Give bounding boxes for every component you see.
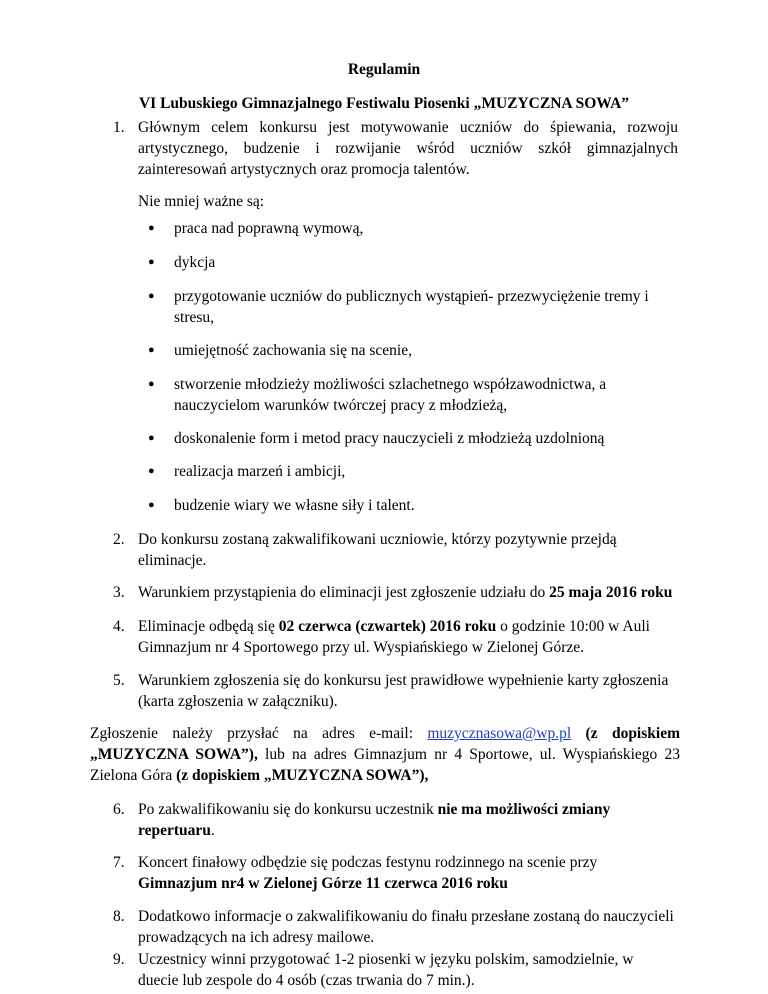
- bullet-item: realizacja marzeń i ambicji,: [174, 463, 346, 480]
- item-number: 1.: [113, 119, 125, 136]
- document-subtitle: VI Lubuskiego Gimnazjalnego Festiwalu Piosenki „MUZYCZNA SOWA”: [138, 95, 630, 112]
- item-number: 4.: [113, 618, 125, 635]
- item-number: 8.: [113, 908, 125, 925]
- item-number: 9.: [113, 951, 125, 968]
- item-text: Dodatkowo informacje o zakwalifikowaniu do finału przesłane zostaną do nauczycieli prowadzących na ich adresy mailowe.: [138, 908, 674, 946]
- bullet-icon: ●: [148, 256, 155, 268]
- email-link[interactable]: muzycznasowa@wp.pl: [427, 725, 572, 742]
- bullet-item: praca nad poprawną wymową,: [174, 220, 364, 237]
- item-number: 3.: [113, 584, 125, 601]
- item-text: Do konkursu zostaną zakwalifikowani uczniowie, którzy pozytywnie przejdą eliminacje.: [138, 531, 617, 569]
- item-text: Uczestnicy winni przygotować 1-2 piosenki w języku polskim, samodzielnie, w duecie lub zespole do 4 osób (czas trwania do 7 min.).: [138, 951, 634, 989]
- item-text: Głównym celem konkursu jest motywowanie uczniów do śpiewania, rozwoju artystycznego, budzenie i rozwijanie wśród uczniów szkół gimnazjalnych zainteresowań artystycznych oraz promocja talentów.: [138, 119, 678, 178]
- bullet-item: umiejętność zachowania się na scenie,: [174, 342, 412, 359]
- item-text: Po zakwalifikowaniu się do konkursu uczestnik nie ma możliwości zmiany repertuaru.: [138, 801, 611, 839]
- bullet-icon: ●: [148, 499, 155, 511]
- document-title: Regulamin: [347, 61, 421, 78]
- bullet-icon: ●: [148, 290, 155, 302]
- bullet-item: doskonalenie form i metod pracy nauczycieli z młodzieżą uzdolnioną: [174, 430, 605, 447]
- item-number: 7.: [113, 854, 125, 871]
- bullet-item: stworzenie młodzieży możliwości szlachetnego współzawodnictwa, a nauczycielom warunków twórczej pracy z młodzieżą,: [174, 376, 607, 414]
- also-important-label: Nie mniej ważne są:: [138, 193, 265, 210]
- item-text: Koncert finałowy odbędzie się podczas festynu rodzinnego na scenie przy Gimnazjum nr4 w Zielonej Górze 11 czerwca 2016 roku: [138, 854, 598, 892]
- bullet-icon: ●: [148, 432, 155, 444]
- item-number: 6.: [113, 801, 125, 818]
- bullet-icon: ●: [148, 344, 155, 356]
- item-number: 2.: [113, 531, 125, 548]
- bullet-icon: ●: [148, 465, 155, 477]
- bullet-icon: ●: [148, 222, 155, 234]
- submission-paragraph: Zgłoszenie należy przysłać na adres e-mail: muzycznasowa@wp.pl (z dopiskiem „MUZYCZNA SOWA”), lub na adres Gimnazjum nr 4 Sportowe, ul. Wyspiańskiego 23 Zielona Góra (z dopiskiem „MUZYCZNA SOWA”),: [90, 725, 680, 784]
- bullet-item: dykcja: [174, 254, 216, 271]
- item-text: Warunkiem przystąpienia do eliminacji jest zgłoszenie udziału do 25 maja 2016 roku: [138, 584, 673, 601]
- bullet-item: budzenie wiary we własne siły i talent.: [174, 497, 415, 514]
- bullet-icon: ●: [148, 378, 155, 390]
- bullet-item: przygotowanie uczniów do publicznych wystąpień- przezwyciężenie tremy i stresu,: [174, 288, 649, 326]
- item-text: Warunkiem zgłoszenia się do konkursu jest prawidłowe wypełnienie karty zgłoszenia (karta zgłoszenia w załączniku).: [138, 672, 669, 710]
- item-number: 5.: [113, 672, 125, 689]
- item-text: Eliminacje odbędą się 02 czerwca (czwartek) 2016 roku o godzinie 10:00 w Auli Gimnazjum nr 4 Sportowego przy ul. Wyspiańskiego w Zielonej Górze.: [138, 618, 650, 656]
